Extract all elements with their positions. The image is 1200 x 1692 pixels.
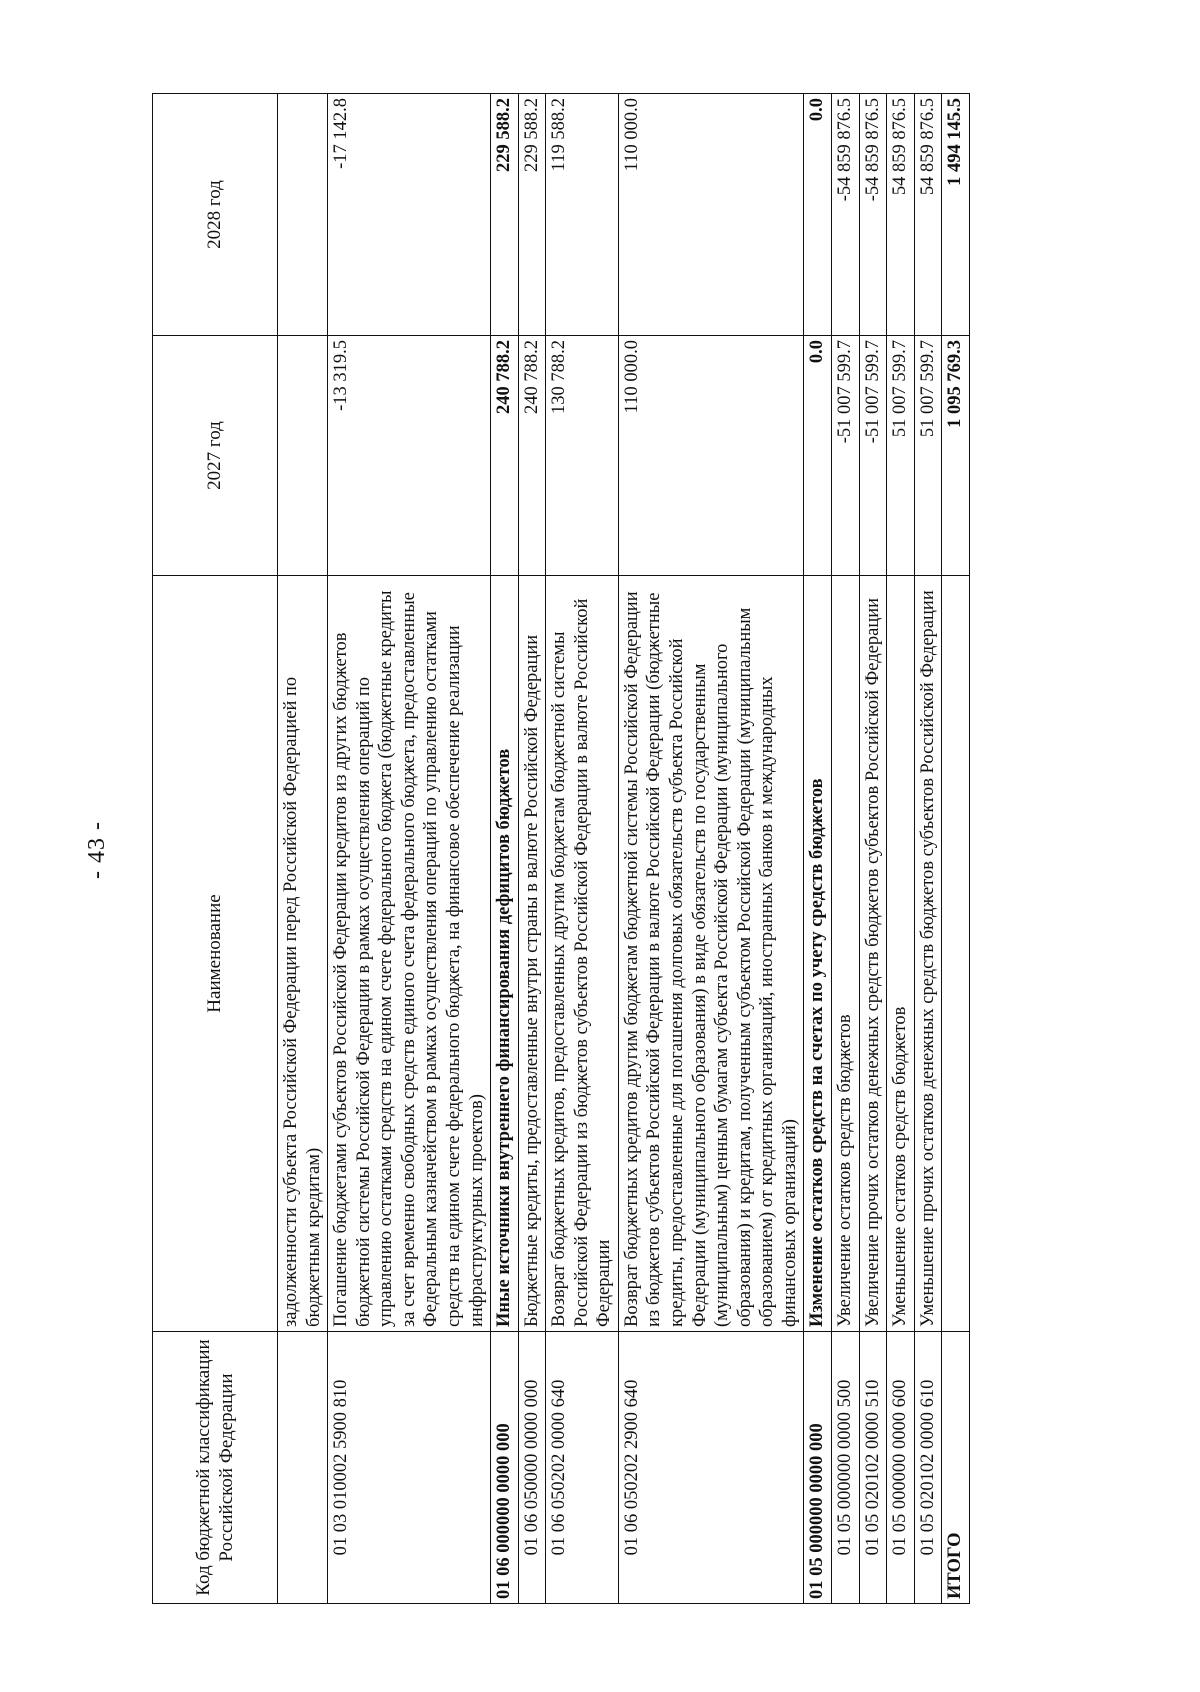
cell-2027: 110 000.0 <box>618 336 804 576</box>
cell-code: 01 06 050202 2900 640 <box>618 1332 804 1604</box>
total-row <box>942 94 970 1604</box>
cell-code <box>278 1332 328 1604</box>
cell-name: Уменьшение прочих остатков денежных средств бюджетов субъектов Российской Федерации <box>914 576 942 1332</box>
table-row <box>914 94 942 1604</box>
cell-name: Бюджетные кредиты, предоставленные внутри страны в валюте Российской Федерации <box>518 576 546 1332</box>
cell-code: 01 03 010002 5900 810 <box>328 1332 491 1604</box>
cell-name: Погашение бюджетами субъектов Российской Федерации кредитов из других бюджетов бюджетной системы Российской Федерации в рамках осуществления операций по управлению остатками средств на едином счете федерального бюджета (бюджетные кредиты за счет временно свободных средств единого счета федерального бюджета, предоставленные Федеральным казначейством в рамках осуществления операций по управлению остатками средств на едином счете федерального бюджета, на финансовое обеспечение реализации инфраструктурных проектов) <box>328 576 491 1332</box>
total-label: ИТОГО <box>942 1332 970 1604</box>
cell-name: Иные источники внутреннего финансирования дефицитов бюджетов <box>491 576 519 1332</box>
table-header-row <box>153 94 278 1604</box>
cell-code: 01 05 000000 0000 500 <box>831 1332 859 1604</box>
cell-code: 01 05 020102 0000 610 <box>914 1332 942 1604</box>
cell-2027: 51 007 599.7 <box>887 336 915 576</box>
table-row <box>804 94 832 1604</box>
cell-code: 01 06 000000 0000 000 <box>491 1332 519 1604</box>
rotated-sheet <box>60 60 1160 1640</box>
page-number: - 43 - <box>84 821 110 879</box>
total-2027: 1 095 769.3 <box>942 336 970 576</box>
table-row <box>887 94 915 1604</box>
cell-name: Уменьшение остатков средств бюджетов <box>887 576 915 1332</box>
table-row <box>491 94 519 1604</box>
cell-code: 01 05 020102 0000 510 <box>859 1332 887 1604</box>
table-row <box>859 94 887 1604</box>
cell-2028: 54 859 876.5 <box>914 94 942 336</box>
cell-2028: 110 000.0 <box>618 94 804 336</box>
cell-name: Увеличение остатков средств бюджетов <box>831 576 859 1332</box>
total-name-cell <box>942 576 970 1332</box>
cell-2028: 0.0 <box>804 94 832 336</box>
cell-2028: 119 588.2 <box>546 94 619 336</box>
cell-2027: 130 788.2 <box>546 336 619 576</box>
table-row <box>831 94 859 1604</box>
cell-name: Изменение остатков средств на счетах по учету средств бюджетов <box>804 576 832 1332</box>
cell-2027: 51 007 599.7 <box>914 336 942 576</box>
cell-code: 01 06 050202 0000 640 <box>546 1332 619 1604</box>
cell-2027: -51 007 599.7 <box>859 336 887 576</box>
cell-name: Возврат бюджетных кредитов, предоставленных другим бюджетам бюджетной системы Российской Федерации из бюджетов субъектов Российской Федерации в валюте Российской Федерации <box>546 576 619 1332</box>
cell-2028 <box>278 94 328 336</box>
cell-2028: -54 859 876.5 <box>859 94 887 336</box>
cell-code: 01 05 000000 0000 600 <box>887 1332 915 1604</box>
cell-2027: 0.0 <box>804 336 832 576</box>
table-row <box>278 94 328 1604</box>
header-year-2028: 2028 год <box>153 94 278 336</box>
table-row <box>618 94 804 1604</box>
header-year-2027: 2027 год <box>153 336 278 576</box>
cell-name: задолженности субъекта Российской Федерации перед Российской Федерацией по бюджетным кредитам) <box>278 576 328 1332</box>
table-row <box>546 94 619 1604</box>
cell-code: 01 06 050000 0000 000 <box>518 1332 546 1604</box>
cell-2027: 240 788.2 <box>491 336 519 576</box>
header-code: Код бюджетной классификации Российской Федерации <box>153 1332 278 1604</box>
table-body <box>278 94 970 1604</box>
cell-name: Увеличение прочих остатков денежных средств бюджетов субъектов Российской Федерации <box>859 576 887 1332</box>
table-row <box>518 94 546 1604</box>
total-2028: 1 494 145.5 <box>942 94 970 336</box>
cell-2028: 54 859 876.5 <box>887 94 915 336</box>
table-row <box>328 94 491 1604</box>
cell-code: 01 05 000000 0000 000 <box>804 1332 832 1604</box>
cell-2027: 240 788.2 <box>518 336 546 576</box>
cell-2028: 229 588.2 <box>518 94 546 336</box>
cell-name: Возврат бюджетных кредитов другим бюджетам бюджетной системы Российской Федерации из бюджетов субъектов Российской Федерации в валюте Российской Федерации (бюджетные кредиты, предоставленные для погашения долговых обязательств субъекта Российской Федерации (муниципального образования) в виде обязательств по государственным (муниципальным) ценным бумагам субъекта Российской Федерации (муниципального образования) и кредитам, полученным субъектом Российской Федерации (муниципальным образованием) от кредитных организаций, иностранных банков и международных финансовых организаций) <box>618 576 804 1332</box>
cell-2028: -54 859 876.5 <box>831 94 859 336</box>
cell-2027: -13 319.5 <box>328 336 491 576</box>
cell-2028: -17 142.8 <box>328 94 491 336</box>
cell-2028: 229 588.2 <box>491 94 519 336</box>
cell-2027 <box>278 336 328 576</box>
header-name: Наименование <box>153 576 278 1332</box>
budget-sources-table <box>152 93 970 1604</box>
cell-2027: -51 007 599.7 <box>831 336 859 576</box>
